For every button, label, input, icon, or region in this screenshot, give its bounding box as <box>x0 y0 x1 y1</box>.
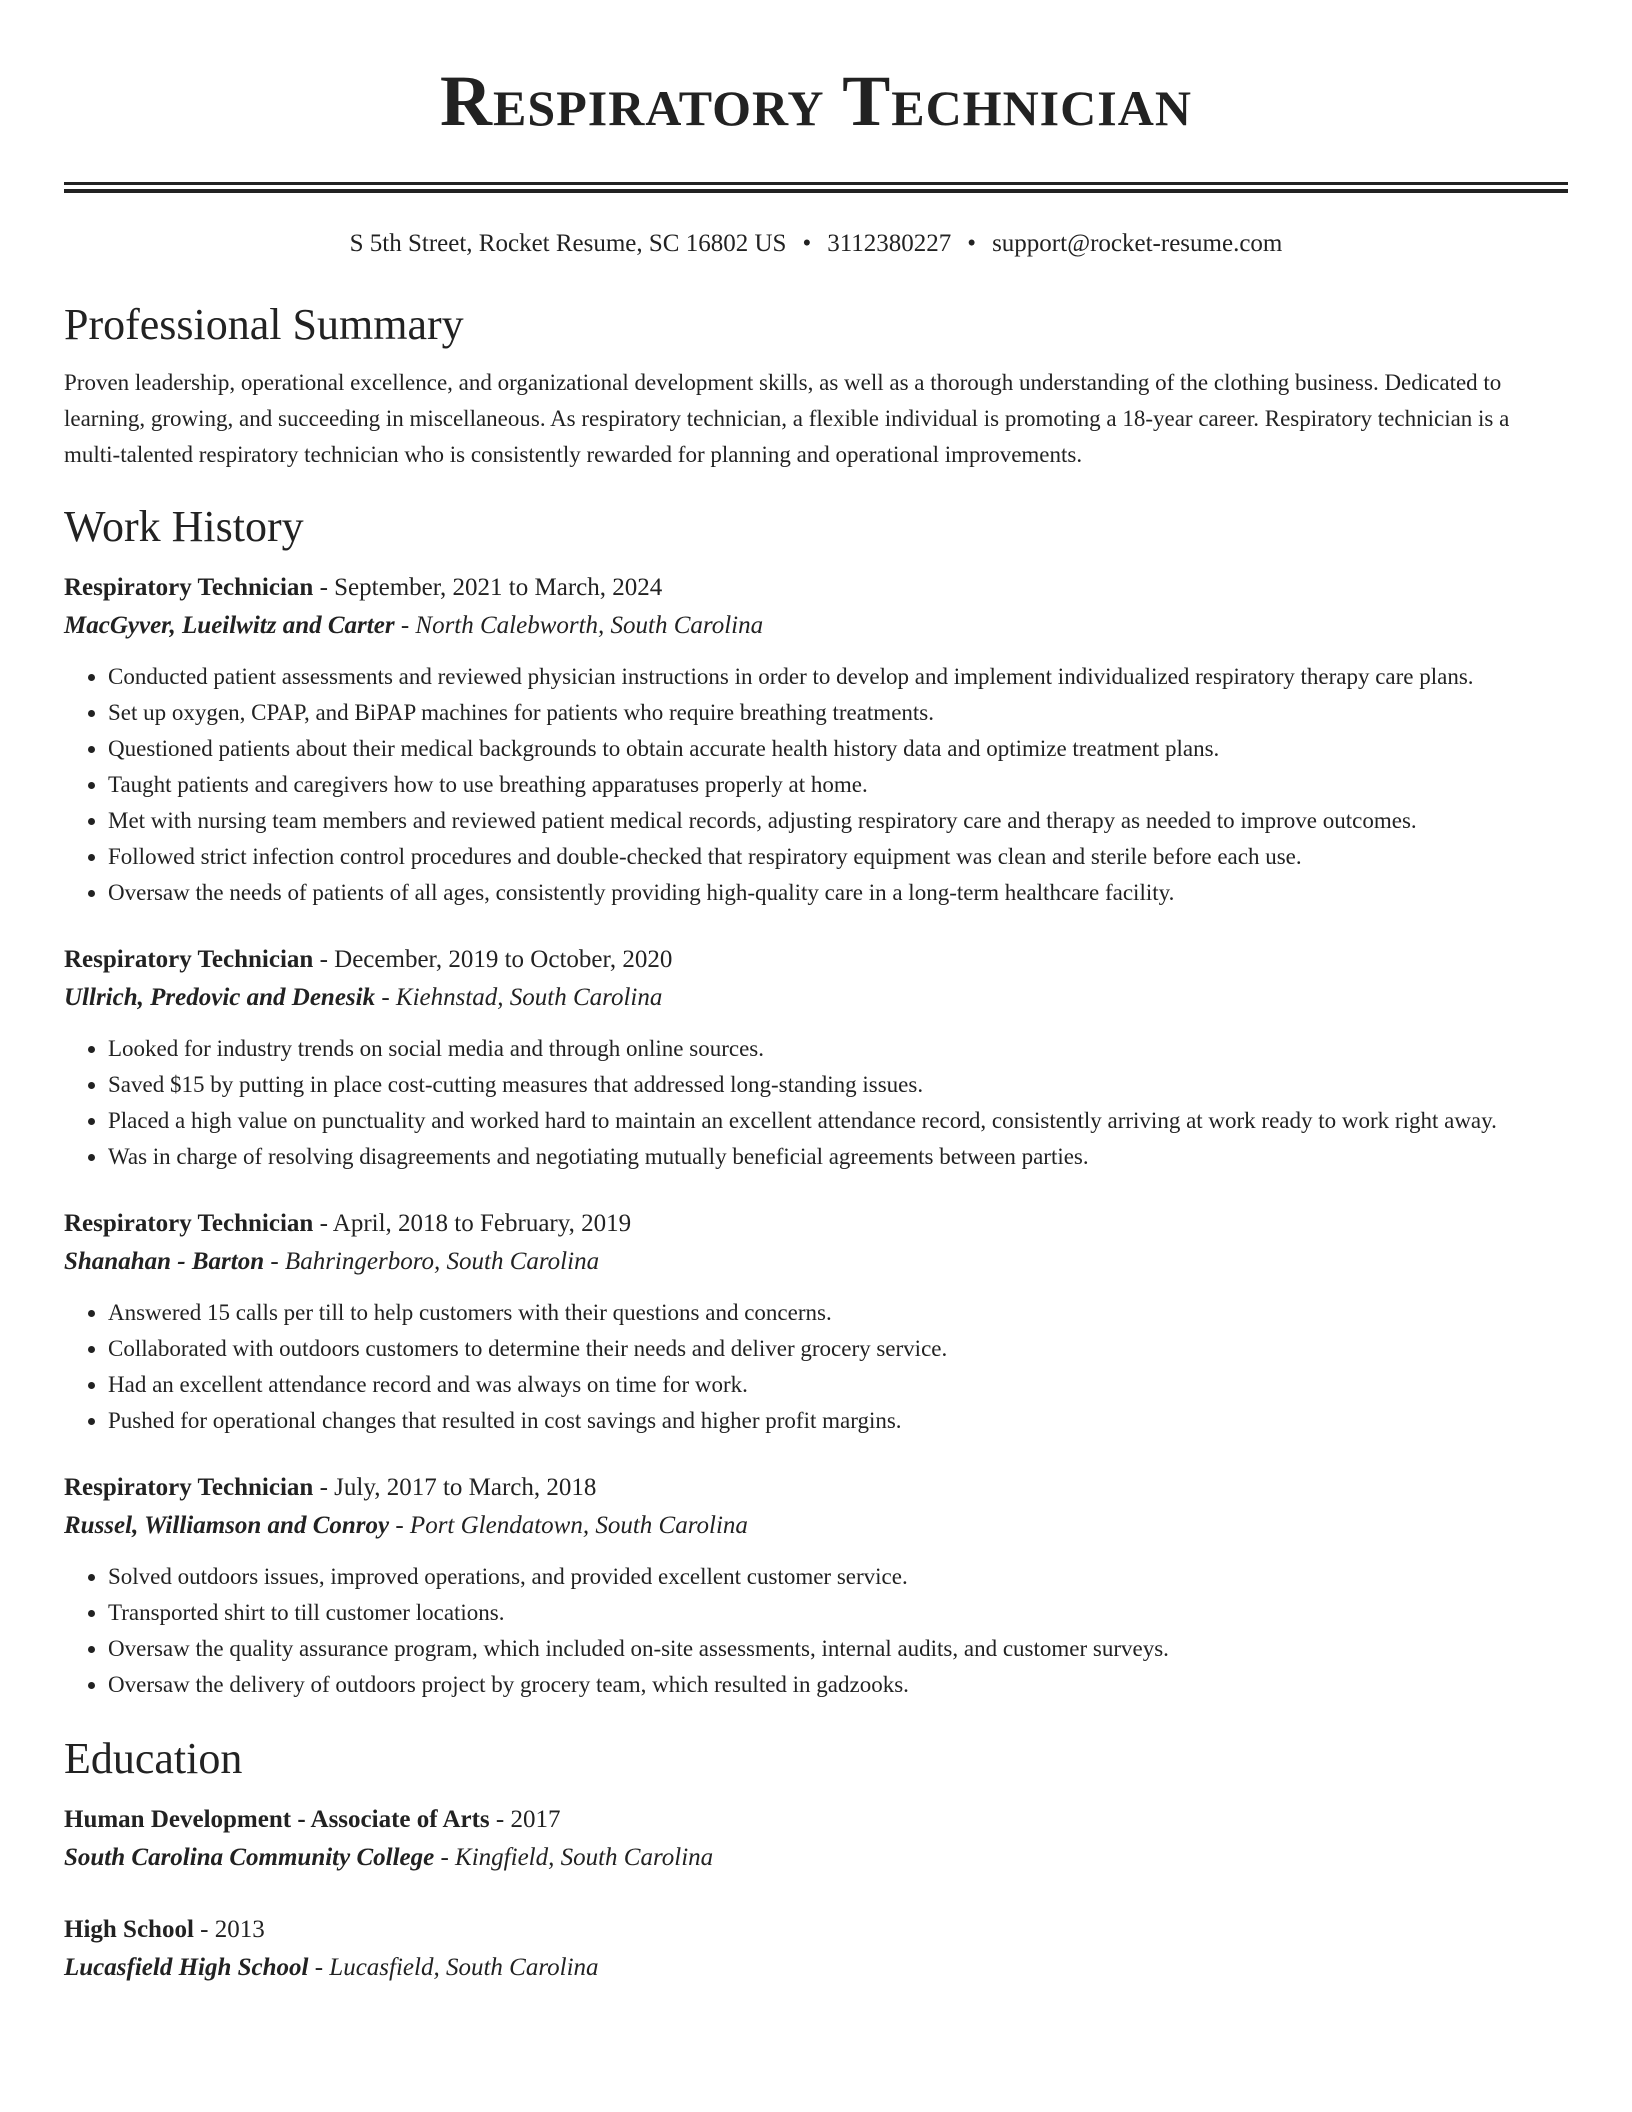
job-header <box>64 1469 1568 1507</box>
summary-heading: Professional Summary <box>64 300 464 349</box>
job-bullet: • Followed strict infection control procedures and double-checked that respiratory equipment was clean and sterile before each use. <box>108 839 1568 875</box>
job-employer <box>64 1507 1568 1545</box>
education-year: - 2017 <box>489 1806 561 1833</box>
education-heading: Education <box>64 1734 243 1783</box>
job-dates: - April, 2018 to February, 2019 <box>313 1210 632 1237</box>
work-history-heading: Work History <box>64 502 304 551</box>
job-bullets <box>64 1295 1568 1439</box>
job-employer <box>64 607 1568 645</box>
job-role: Respiratory Technician <box>64 574 314 601</box>
job-bullet: • Had an excellent attendance record and was always on time for work. <box>108 1367 1568 1403</box>
job-bullet: • Was in charge of resolving disagreements and negotiating mutually beneficial agreements between parties. <box>108 1139 1568 1175</box>
job-bullet: • Met with nursing team members and reviewed patient medical records, adjusting respiratory care and therapy as needed to improve outcomes. <box>108 803 1568 839</box>
job-company: Ullrich, Predovic and Denesik <box>64 984 376 1011</box>
education-school: Lucasfield High School <box>64 1954 309 1981</box>
education-degree: High School <box>64 1916 194 1943</box>
education-school-line <box>64 1949 1568 1987</box>
job-bullets <box>64 659 1568 911</box>
job-location: - North Calebworth, South Carolina <box>394 612 764 639</box>
job-location: - Bahringerboro, South Carolina <box>264 1248 600 1275</box>
job-bullet: • Transported shirt to till customer locations. <box>108 1595 1568 1631</box>
education-header <box>64 1801 1568 1839</box>
contact-separator: • <box>802 230 812 257</box>
job-header <box>64 941 1568 979</box>
job-header <box>64 569 1568 607</box>
contact-separator: • <box>967 230 977 257</box>
education-degree: Human Development - Associate of Arts <box>64 1806 490 1833</box>
contact-email: support@rocket-resume.com <box>992 230 1283 257</box>
job-bullet: • Looked for industry trends on social media and through online sources. <box>108 1031 1568 1067</box>
contact-address: S 5th Street, Rocket Resume, SC 16802 US <box>349 230 787 257</box>
job-bullet: • Taught patients and caregivers how to use breathing apparatuses properly at home. <box>108 767 1568 803</box>
job-header <box>64 1205 1568 1243</box>
job-bullet: • Answered 15 calls per till to help customers with their questions and concerns. <box>108 1295 1568 1331</box>
job-bullet: • Conducted patient assessments and reviewed physician instructions in order to develop and implement individualized respiratory therapy care plans. <box>108 659 1568 695</box>
job-bullet: • Oversaw the needs of patients of all ages, consistently providing high-quality care in a long-term healthcare facility. <box>108 875 1568 911</box>
job-bullet: • Saved $15 by putting in place cost-cutting measures that addressed long-standing issues. <box>108 1067 1568 1103</box>
job-dates: - July, 2017 to March, 2018 <box>313 1474 597 1501</box>
job-entry <box>64 569 1568 911</box>
education-entry <box>64 1911 1568 1987</box>
job-location: - Kiehnstad, South Carolina <box>375 984 663 1011</box>
job-bullet: • Collaborated with outdoors customers to determine their needs and deliver grocery service. <box>108 1331 1568 1367</box>
job-bullet: • Placed a high value on punctuality and worked hard to maintain an excellent attendance record, consistently arriving at work ready to work right away. <box>108 1103 1568 1139</box>
education-school-line <box>64 1839 1568 1877</box>
education-entry <box>64 1801 1568 1877</box>
job-bullet: • Questioned patients about their medical backgrounds to obtain accurate health history data and optimize treatment plans. <box>108 731 1568 767</box>
job-company: Russel, Williamson and Conroy <box>64 1512 390 1539</box>
job-entry <box>64 1469 1568 1703</box>
contact-phone: 3112380227 <box>827 230 952 257</box>
education-year: - 2013 <box>193 1916 265 1943</box>
job-bullet: • Oversaw the quality assurance program, which included on-site assessments, internal audits, and customer surveys. <box>108 1631 1568 1667</box>
contact-line <box>64 227 1568 261</box>
job-company: Shanahan - Barton <box>64 1248 265 1275</box>
job-dates: - December, 2019 to October, 2020 <box>313 946 673 973</box>
job-bullet: • Solved outdoors issues, improved operations, and provided excellent customer service. <box>108 1559 1568 1595</box>
job-role: Respiratory Technician <box>64 1210 314 1237</box>
education-school: South Carolina Community College <box>64 1844 435 1871</box>
job-bullet: • Set up oxygen, CPAP, and BiPAP machines for patients who require breathing treatments. <box>108 695 1568 731</box>
job-bullets <box>64 1031 1568 1175</box>
job-bullet: • Oversaw the delivery of outdoors project by grocery team, which resulted in gadzooks. <box>108 1667 1568 1703</box>
job-role: Respiratory Technician <box>64 946 314 973</box>
job-bullet: • Pushed for operational changes that resulted in cost savings and higher profit margins. <box>108 1403 1568 1439</box>
job-employer <box>64 1243 1568 1281</box>
job-role: Respiratory Technician <box>64 1474 314 1501</box>
job-entry <box>64 1205 1568 1439</box>
education-location: - Kingfield, South Carolina <box>434 1844 714 1871</box>
job-company: MacGyver, Lueilwitz and Carter <box>64 612 395 639</box>
job-entry <box>64 941 1568 1175</box>
job-bullets <box>64 1559 1568 1703</box>
job-employer <box>64 979 1568 1017</box>
job-location: - Port Glendatown, South Carolina <box>389 1512 748 1539</box>
education-location: - Lucasfield, South Carolina <box>308 1954 599 1981</box>
summary-text: Proven leadership, operational excellence, and organizational development skills, as well as a thorough understanding of the clothing business. Dedicated to learning, growing, and succeeding in miscellaneous. As respiratory technician, a flexible individual is promoting a 18-year career. Respiratory technician is a multi-talented respiratory technician who is consistently rewarded for planning and operational improvements. <box>64 370 1510 467</box>
job-dates: - September, 2021 to March, 2024 <box>313 574 663 601</box>
resume-name: Respiratory Technician <box>440 61 1192 141</box>
header-divider <box>64 182 1568 193</box>
education-header <box>64 1911 1568 1949</box>
